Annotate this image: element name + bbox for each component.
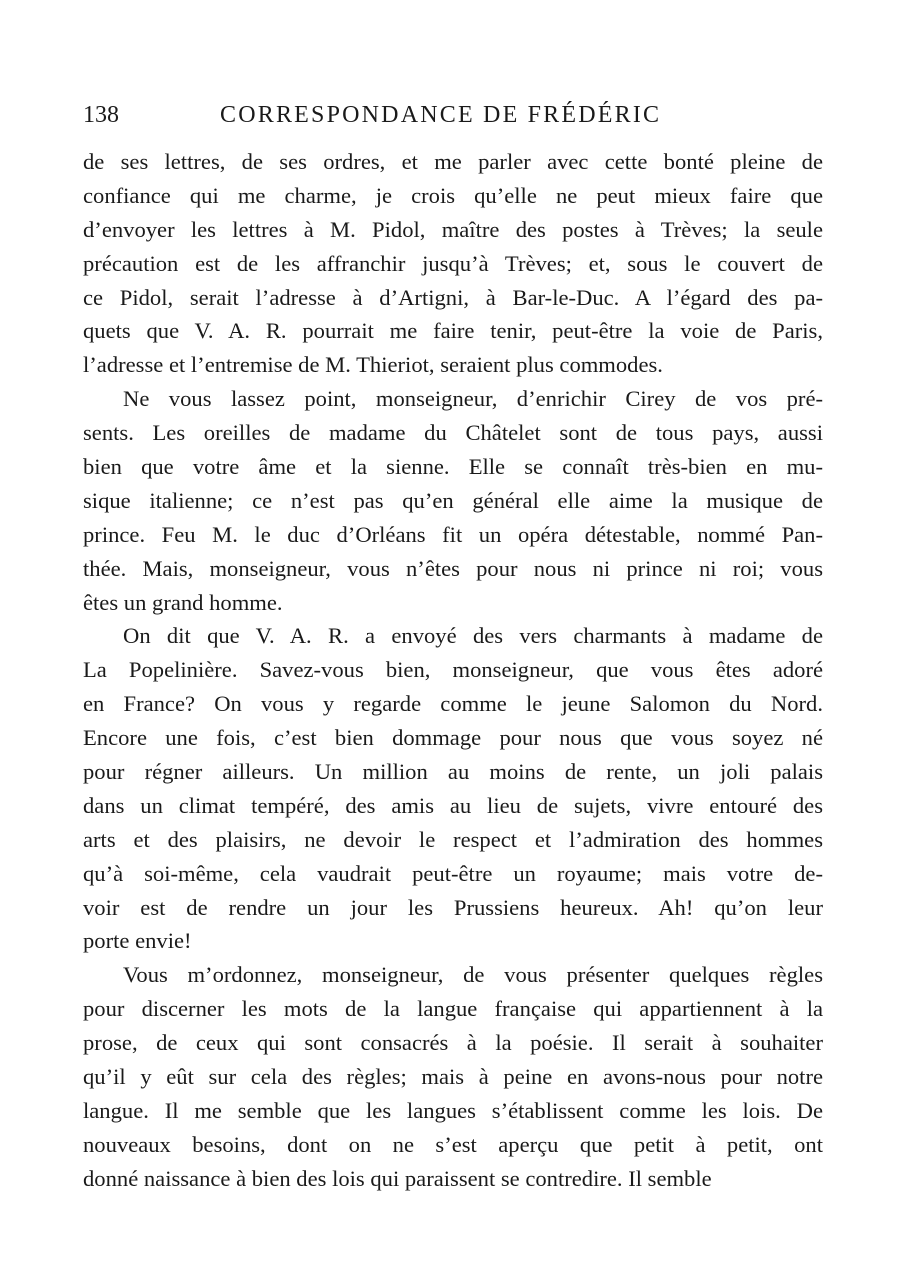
text-line: en France? On vous y regarde comme le jeune Salomon du Nord. bbox=[83, 691, 823, 717]
body-text bbox=[83, 145, 823, 1196]
page-header bbox=[83, 98, 823, 138]
text-line: de ses lettres, de ses ordres, et me parler avec cette bonté pleine de bbox=[83, 149, 823, 174]
text-line: confiance qui me charme, je crois qu’elle ne peut mieux faire que bbox=[83, 182, 823, 208]
text-line: dans un climat tempéré, des amis au lieu de sujets, vivre entouré des bbox=[83, 792, 823, 818]
text-line: Encore une fois, c’est bien dommage pour nous que vous soyez né bbox=[83, 725, 823, 751]
text-line: prince. Feu M. le duc d’Orléans fit un opéra détestable, nommé Pan- bbox=[83, 521, 823, 547]
text-line: langue. Il me semble que les langues s’établissent comme les lois. De bbox=[83, 1097, 823, 1123]
paragraph bbox=[83, 958, 823, 1195]
text-line: êtes un grand homme. bbox=[83, 589, 283, 615]
text-line: qu’il y eût sur cela des règles; mais à peine en avons-nous pour notre bbox=[83, 1064, 823, 1090]
text-line: La Popelinière. Savez-vous bien, monseigneur, que vous êtes adoré bbox=[83, 657, 823, 683]
text-line: prose, de ceux qui sont consacrés à la poésie. Il serait à souhaiter bbox=[83, 1030, 823, 1056]
text-line: sique italienne; ce n’est pas qu’en général elle aime la musique de bbox=[83, 487, 823, 513]
text-line: pour discerner les mots de la langue française qui appartiennent à la bbox=[83, 996, 823, 1022]
paragraph bbox=[83, 145, 823, 382]
paragraph bbox=[83, 619, 823, 958]
text-line: thée. Mais, monseigneur, vous n’êtes pour nous ni prince ni roi; vous bbox=[83, 555, 823, 581]
paragraph bbox=[83, 382, 823, 619]
text-line: porte envie! bbox=[83, 928, 192, 954]
text-line: qu’à soi-même, cela vaudrait peut-être un royaume; mais votre de- bbox=[83, 860, 823, 886]
text-line: ce Pidol, serait l’adresse à d’Artigni, à Bar-le-Duc. A l’égard des pa- bbox=[83, 284, 823, 310]
text-line: l’adresse et l’entremise de M. Thieriot, seraient plus commodes. bbox=[83, 352, 663, 378]
text-line: On dit que V. A. R. a envoyé des vers charmants à madame de bbox=[123, 623, 823, 649]
text-line: arts et des plaisirs, ne devoir le respect et l’admiration des hommes bbox=[83, 826, 823, 852]
text-line: bien que votre âme et la sienne. Elle se connaît très-bien en mu- bbox=[83, 454, 823, 480]
text-line: Ne vous lassez point, monseigneur, d’enrichir Cirey de vos pré- bbox=[123, 386, 823, 412]
text-line: pour régner ailleurs. Un million au moins de rente, un joli palais bbox=[83, 759, 823, 785]
page-number: 138 bbox=[83, 102, 119, 128]
text-line: quets que V. A. R. pourrait me faire tenir, peut-être la voie de Paris, bbox=[83, 318, 823, 344]
text-line: Vous m’ordonnez, monseigneur, de vous présenter quelques règles bbox=[123, 962, 823, 988]
text-line: d’envoyer les lettres à M. Pidol, maître des postes à Trèves; la seule bbox=[83, 216, 823, 242]
text-line: voir est de rendre un jour les Prussiens heureux. Ah! qu’on leur bbox=[83, 894, 823, 920]
text-line: sents. Les oreilles de madame du Châtelet sont de tous pays, aussi bbox=[83, 420, 823, 446]
running-head: CORRESPONDANCE DE FRÉDÉRIC bbox=[220, 102, 662, 128]
text-line: nouveaux besoins, dont on ne s’est aperçu que petit à petit, ont bbox=[83, 1131, 823, 1157]
text-line: donné naissance à bien des lois qui paraissent se contredire. Il semble bbox=[83, 1165, 712, 1191]
text-line: précaution est de les affranchir jusqu’à Trèves; et, sous le couvert de bbox=[83, 250, 823, 276]
